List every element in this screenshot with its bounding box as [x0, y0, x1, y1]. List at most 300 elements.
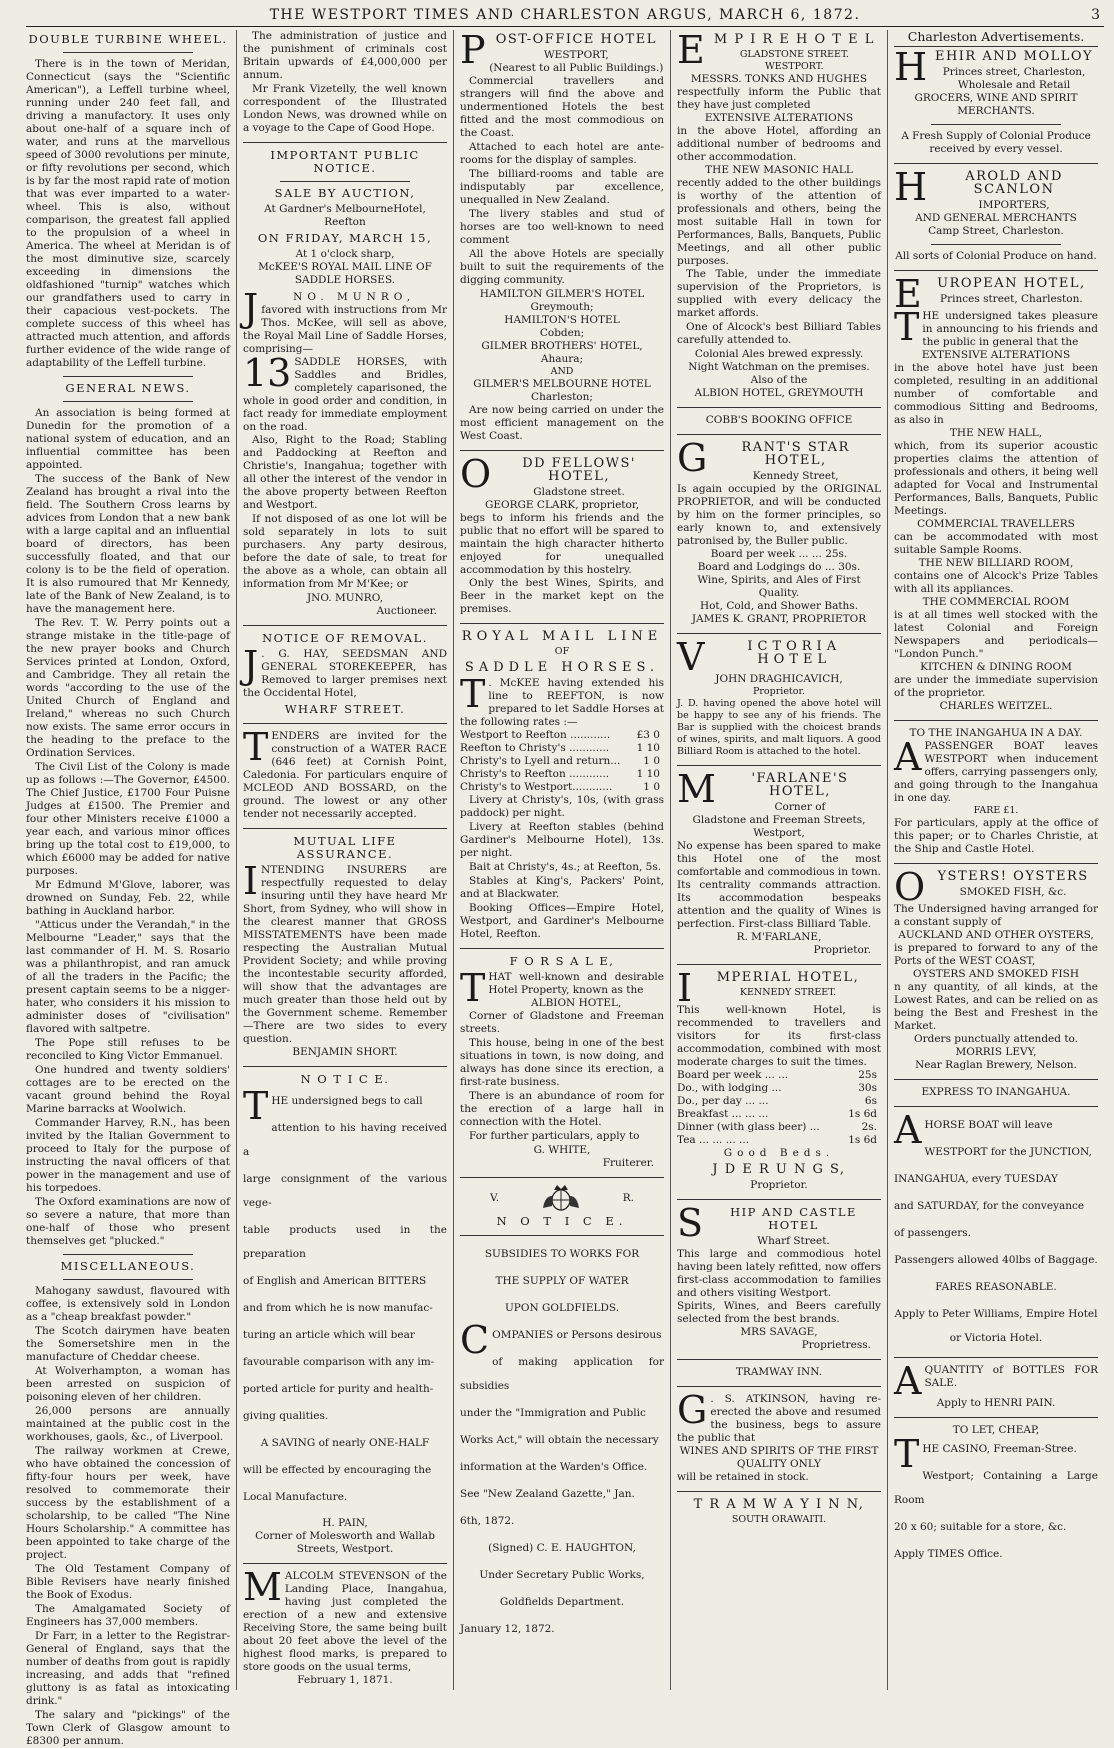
ad-subheading: THE NEW HALL,: [949, 427, 1043, 439]
divider: [894, 1417, 1098, 1418]
ad-text: is prepared to forward to any of the Ports of the WEST COAST,: [894, 942, 1098, 967]
ad-heading: DD FELLOWS' HOTEL,: [522, 456, 636, 484]
article-heading: DOUBLE TURBINE WHEEL.: [28, 32, 228, 46]
price-item: Board per week ... ...: [677, 1069, 789, 1081]
proprietor-name: JOHN DRAGHICAVICH,: [715, 673, 843, 685]
mutual-signature: BENJAMIN SHORT.: [292, 1046, 398, 1058]
divider: [460, 1235, 664, 1236]
ad-line: 20 x 60; suitable for a store, &c.: [894, 1521, 1067, 1533]
drop-cap: A: [894, 1359, 922, 1403]
ad-text: For further particulars, apply to: [469, 1130, 640, 1142]
drop-cap: O: [460, 452, 492, 496]
ad-text: Also of the: [750, 374, 808, 386]
hotel-name: HAMILTON GILMER'S HOTEL: [479, 288, 645, 300]
rate-price: 1 0: [643, 755, 660, 767]
ad-subheading: WESTPORT,: [543, 49, 609, 61]
european-ad: [894, 272, 1098, 316]
ad-text: Apply to HENRI PAIN.: [936, 1397, 1056, 1409]
ad-heading: YSTERS! OYSTERS: [937, 869, 1089, 884]
ad-heading: M P I R E H O T E L: [713, 32, 875, 47]
columns: [26, 28, 1104, 1747]
ad-line: under the "Immigration and Public: [460, 1407, 646, 1419]
proprietor-name: MRS SAVAGE,: [740, 1326, 818, 1338]
divider: [243, 142, 447, 143]
divider: [243, 1066, 447, 1067]
page-number: 3: [1091, 7, 1100, 23]
ad-subheading: Westport,: [753, 827, 805, 839]
news-paragraph: "Atticus under the Verandah," in the Melbourne "Leader," says that the last commander of H. M. S. Rosario was a philanthropist, and ran amuck of all the traders in the Pacific; the present captain seems to be a nigger-hater, who considers it his mission to administer doses of "civilisation" flavored with saltpetre.: [26, 919, 230, 1035]
ad-text: If not disposed of as one lot will be sold separately in lots to suit purchasers. Any party desirous, before the date of sale, to treat for the above as a whole, can obtain all information from Mr M'Kee; or: [243, 513, 447, 590]
drop-cap: O: [894, 865, 926, 909]
ad-text: The Table, under the immediate supervision of the Proprietors, is supplied with every delicacy the market affords.: [677, 268, 881, 319]
hotel-name: GILMER'S MELBOURNE HOTEL: [473, 378, 651, 390]
price-value: 1s 6d: [848, 1108, 877, 1120]
price-value: 25s: [858, 1069, 877, 1081]
ad-note: (Nearest to all Public Buildings.): [489, 62, 664, 74]
ad-text: Booking Offices—Empire Hotel, Westport, and Gardiner's Melbourne Hotel, Reefton.: [460, 902, 664, 940]
price-table: [677, 1069, 881, 1147]
drop-cap: P: [460, 28, 486, 72]
misc-paragraph: Mahogany sawdust, flavoured with coffee, is extensively sold in London as a "cheap breakfast powder.": [26, 1285, 230, 1323]
ad-text: ENDERS are invited for the construction of a WATER RACE (646 feet) at Cornish Point, Caledonia. For particulars enquire of MCLEOD AND BOSSARD, on the ground. The lowest or any other tender not necessarily accepted.: [243, 730, 447, 820]
ad-text: Bait at Christy's, 4s.; at Reefton, 5s.: [469, 861, 662, 873]
ad-text: respectfully inform the Public that they have just completed: [677, 86, 881, 111]
ad-text: Livery at Reefton stables (behind Gardiner's Melbourne Hotel), 13s. per night.: [460, 821, 664, 859]
ad-subheading: GLADSTONE STREET.: [739, 49, 849, 60]
ad-text: Commercial travellers and strangers will find the above and undermentioned Hotels the best fitted and the most commodious on the Coast.: [460, 75, 664, 139]
misc-paragraph: The salary and "pickings" of the Town Clerk of Glasgow amount to £8300 per annum.: [26, 1709, 230, 1747]
price-value: 2s.: [861, 1121, 877, 1133]
rate-row: [460, 768, 664, 781]
misc-paragraph: At Wolverhampton, a woman has been arrested on suspicion of poisoning eleven of her children.: [26, 1365, 230, 1403]
drop-cap: I: [243, 859, 259, 903]
rate-row: [460, 755, 664, 768]
ad-line: Local Manufacture.: [243, 1491, 348, 1503]
ad-text: recently added to the other buildings is worthy of the attention of professionals and others, being the most suitable Hall in town for Performances, Balls, Banquets, Public Meetings, and all other public purposes.: [677, 177, 881, 267]
section-heading: GENERAL NEWS.: [65, 381, 191, 395]
divider: [63, 1254, 194, 1255]
ad-subheading: Princes street, Charleston,: [942, 66, 1086, 78]
rate-table: [460, 729, 664, 794]
news-paragraph: The Oxford examinations are now of so severe a nature, that more than one-half of those who present themselves get "plucked.": [26, 1196, 230, 1247]
vr-letter: V.: [490, 1191, 500, 1204]
divider: [931, 244, 1062, 245]
drop-cap: M: [243, 1565, 282, 1609]
rate-route: Christy's to Lyell and return...: [460, 755, 621, 767]
ad-text: Attached to each hotel are ante-rooms for the display of samples.: [460, 141, 664, 166]
ad-line: INANGAHUA, every TUESDAY: [894, 1173, 1058, 1185]
ad-text: in the above hotel have just been completed, resulting in an additional number of comfortable and commodious Sitting and Bedrooms, as also in: [894, 362, 1098, 426]
drop-cap: M: [677, 767, 716, 811]
empire-hotel-ad: [677, 28, 881, 73]
hotel-town: Cobden;: [539, 327, 585, 339]
ad-text: Also, Right to the Road; Stabling and Paddocking at Reefton and Christie's, Inangahua; together with all other the interest of the vendor in the above property between Reefton and Westport.: [243, 434, 447, 511]
ad-text: The Undersigned having arranged for a constant supply of: [894, 903, 1098, 928]
ad-heading: OST-OFFICE HOTEL: [495, 32, 657, 47]
ad-text: There is an abundance of room for the erection of a large hall in connection with the Hotel.: [460, 1090, 664, 1128]
ad-text: is at all times well stocked with the latest Colonial and Foreign Newspapers and periodicals— "London Punch.": [894, 609, 1098, 660]
price-item: Breakfast ... ... ...: [677, 1108, 769, 1120]
ad-line: large consignment of the various vege-: [243, 1173, 447, 1209]
pain-address: Corner of Molesworth and Wallab Streets, Westport.: [255, 1530, 435, 1555]
misc-paragraph: The Old Testament Company of Bible Revisers have nearly finished the Book of Exodus.: [26, 1563, 230, 1601]
misc-paragraph: The Amalgamated Society of Engineers has 37,000 members.: [26, 1603, 230, 1628]
proprietor-name: GEORGE CLARK, proprietor,: [484, 499, 640, 511]
ad-line: Works Act," will obtain the necessary: [460, 1434, 659, 1446]
munro-lot: [243, 351, 447, 434]
seller-title: Fruiterer.: [602, 1157, 654, 1169]
proprietor-title: Proprietor.: [813, 944, 871, 956]
price-value: 6s: [864, 1095, 877, 1107]
news-paragraph: An association is being formed at Dunedin for the promotion of a national system of education, and an influential committee has been appointed.: [26, 407, 230, 471]
divider: [931, 124, 1062, 125]
ad-line: favourable comparison with any im-: [243, 1356, 435, 1368]
ad-text: Good Beds.: [723, 1147, 835, 1159]
vr-letter: R.: [622, 1191, 634, 1204]
royal-crest-row: [460, 1184, 664, 1212]
casino-ad: [894, 1432, 1098, 1566]
rate-price: 1 10: [636, 742, 660, 754]
ad-text: The livery stables and stud of horses are too well-known to need comment: [460, 208, 664, 246]
ad-text: contains one of Alcock's Prize Tables with all its appliances.: [894, 570, 1098, 595]
drop-cap: A: [894, 735, 922, 779]
proprietor-name: MESSRS. TONKS AND HUGHES: [690, 73, 868, 85]
price-item: Do., per day ... ...: [677, 1095, 769, 1107]
price-row: [677, 1082, 881, 1095]
ad-text: HE undersigned takes pleasure in announcing to his friends and the public in general that the: [922, 310, 1098, 348]
news-paragraph: Commander Harvey, R.N., has been invited by the Italian Government to proceed to Italy for the purpose of instructing the naval officers of that power in the management and use of his torpedoes.: [26, 1117, 230, 1194]
hotel-name: GILMER BROTHERS' HOTEL,: [481, 340, 643, 352]
mfarlane-ad: [677, 767, 881, 814]
ad-subheading: Camp Street, Charleston.: [928, 225, 1064, 237]
rate-row: [460, 781, 664, 794]
ad-line: attention to his having received a: [243, 1122, 447, 1158]
ad-subheading: COMMERCIAL TRAVELLERS: [917, 518, 1075, 530]
ad-text: PASSENGER BOAT leaves WESTPORT when inducement offers, carrying passengers only, and going through to the Inangahua in one day.: [894, 740, 1098, 804]
ad-subheading: Kennedy Street,: [752, 470, 839, 482]
ad-line: HE CASINO, Freeman-Stree.: [922, 1443, 1077, 1455]
divider: [677, 407, 881, 408]
ad-line: HORSE BOAT will leave: [924, 1119, 1053, 1131]
divider: [677, 1199, 881, 1200]
hotel-name: HAMILTON'S HOTEL: [504, 314, 620, 326]
drop-cap: H: [894, 45, 928, 89]
proprietor-name: CHARLES WEITZEL.: [939, 700, 1053, 712]
sale-heading: SALE BY AUCTION,: [274, 186, 416, 200]
ad-text: This house, being in one of the best situations in town, is now doing, and always has done since its erection, a first-rate business.: [460, 1037, 664, 1088]
divider: [63, 401, 194, 402]
ad-line: Passengers allowed 40lbs of Baggage.: [894, 1254, 1098, 1266]
ad-text: This well-known Hotel, is recommended to travellers and visitors for its first-class accommodation, combined with most moderate charges to suit the times.: [677, 1004, 881, 1068]
ad-line: January 12, 1872.: [460, 1623, 555, 1635]
article-paragraph: The administration of justice and the punishment of criminals cost Britain upwards of £4,000,000 per annum.: [243, 30, 447, 81]
ad-line: ported article for purity and health-: [243, 1383, 434, 1395]
ad-text: can be accommodated with most suitable Sample Rooms.: [894, 531, 1098, 556]
article-paragraph: There is in the town of Meridan, Connecticut (says the "Scientific American"), a Leffell turbine wheel, running under 240 feet fall, and driving a manufactory. It uses only about one-half of a square inch of water, and runs at the marvellous speed of 3000 revolutions per minute, or fifty revolutions per second, which is by far the most rapid rate of motion that was ever imparted to a water-wheel. This is also, without comparison, the greatest fall applied to the propulsion of a wheel in America. The wheel at Meridan is of the most diminutive size, scarcely exceeding in dimensions the oldfashioned "turnip" watches which our grandfathers used to carry in their capacious vest-pockets. The complete success of this wheel has attracted much attention, and affords further evidence of the wide range of adaptability of the Leffell turbine.: [26, 58, 230, 369]
drop-cap: G: [677, 436, 708, 480]
ad-text: will be retained in stock.: [677, 1471, 809, 1483]
ad-text: n any quantity, of all kinds, at the Lowest Rates, and can be relied on as being the Best and Freshest in the Market.: [894, 981, 1098, 1032]
price-row: [677, 1108, 881, 1121]
proprietor-title: Proprietor.: [753, 686, 805, 697]
ad-text: Night Watchman on the premises.: [688, 361, 870, 373]
ad-subheading: SOUTH ORAWAITI.: [731, 1514, 827, 1525]
sale-time: At 1 o'clock sharp,: [295, 248, 395, 260]
divider: [460, 1177, 664, 1178]
divider: [894, 163, 1098, 164]
divider: [677, 1386, 881, 1387]
grants-ad: [677, 436, 881, 483]
price-line: Board per week ... ... 25s.: [710, 548, 848, 560]
news-paragraph: The Civil List of the Colony is made up as follows :—The Governor, £4500. The Chief Justice, £1700 Four Puisne Judges at £1500. The Premier and four other Ministers receive £1000 a year each, and various minor offices bring up the total cost to £19,000, to which £6000 may be added for native purposes.: [26, 761, 230, 877]
price-row: [677, 1134, 881, 1147]
royal-crest-icon: [540, 1184, 582, 1212]
ad-line: Apply TIMES Office.: [894, 1548, 1003, 1560]
ad-text: Corner of Gladstone and Freeman streets.: [460, 1010, 664, 1035]
ad-heading: ICTORIA HOTEL: [747, 639, 842, 667]
drop-cap: T: [894, 305, 920, 349]
ad-subheading: AUCKLAND AND OTHER OYSTERS,: [898, 929, 1094, 941]
bitters-ad: [243, 1084, 447, 1509]
drop-cap: H: [894, 165, 928, 209]
ad-subheading: THE NEW MASONIC HALL: [705, 164, 853, 176]
ad-text: HAT well-known and desirable Hotel Property, known as the: [488, 971, 664, 996]
ad-subheading: EXTENSIVE ALTERATIONS: [921, 349, 1071, 361]
ad-text: All sorts of Colonial Produce on hand.: [895, 250, 1097, 262]
drop-cap: 13: [243, 351, 292, 395]
ad-text: Colonial Ales brewed expressly.: [694, 348, 864, 360]
ad-text: SADDLE HORSES, with Saddles and Bridles, completely caparisoned, the whole in good order and condition, in fact ready for immediate employment on the road.: [243, 356, 447, 433]
news-paragraph: One hundred and twenty soldiers' cottages are to be erected on the vacant ground behind the Royal Marine barracks at Woolwich.: [26, 1064, 230, 1115]
ad-text: Only the best Wines, Spirits, and Beer in the market kept on the premises.: [460, 577, 664, 615]
price-value: 30s: [858, 1082, 877, 1094]
ad-line: THE SUPPLY OF WATER: [495, 1275, 629, 1287]
divider: [243, 723, 447, 724]
drop-cap: T: [894, 1432, 920, 1476]
ad-subheading: Wharf Street.: [757, 1235, 830, 1247]
ad-text: J. D. having opened the above hotel will be happy to see any of his friends. The Bar is supplied with the choicest brands of wines, spirits, and malt liquors. A good Billiard Room is attached to the hotel.: [677, 698, 881, 757]
ad-line: See "New Zealand Gazette," Jan.: [460, 1488, 635, 1500]
ad-text: Spirits, Wines, and Beers carefully selected from the best brands.: [677, 1300, 881, 1325]
ad-text: All the above Hotels are specially built to suit the requirements of the digging community.: [460, 248, 664, 286]
newspaper-title: THE WESTPORT TIMES AND CHARLESTON ARGUS, MARCH 6, 1872.: [269, 7, 861, 23]
auctioneer-name: JNO. MUNRO,: [306, 592, 384, 604]
ad-subheading: THE NEW BILLIARD ROOM,: [918, 557, 1074, 569]
ad-heading: F O R S A L E,: [509, 954, 615, 968]
ad-line: of English and American BITTERS: [243, 1275, 427, 1287]
ad-line: OMPANIES or Persons desirous: [492, 1329, 662, 1341]
price-row: [677, 1121, 881, 1134]
article-paragraph: Mr Frank Vizetelly, the well known correspondent of the Illustrated London News, was drowned while on a voyage to the Cape of Good Hope.: [243, 83, 447, 134]
proprietor-name: MORRIS LEVY,: [955, 1046, 1037, 1058]
atkinson-ad: [677, 1388, 881, 1445]
ad-subheading: SMOKED FISH, &c.: [959, 886, 1067, 898]
rate-route: Westport to Reefton ............: [460, 729, 611, 741]
divider: [63, 52, 194, 53]
ad-line: 6th, 1872.: [460, 1515, 515, 1527]
ad-subheading: Gladstone and Freeman Streets,: [692, 814, 866, 826]
ad-heading: TRAMWAY INN.: [735, 1366, 823, 1378]
ad-line: of passengers.: [894, 1227, 971, 1239]
column-2: [236, 30, 453, 1690]
seller-name: G. WHITE,: [533, 1144, 591, 1156]
ad-text: A Fresh Supply of Colonial Produce received by every vessel.: [901, 130, 1091, 155]
divider: [677, 633, 881, 634]
ad-text: One of Alcock's best Billiard Tables carefully attended to.: [677, 321, 881, 346]
ad-subheading: Wholesale and Retail: [957, 79, 1071, 91]
post-office-ad: [460, 28, 664, 75]
rate-price: 1 0: [643, 781, 660, 793]
ad-line: Goldfields Department.: [499, 1596, 625, 1608]
drop-cap: E: [894, 272, 922, 316]
ad-heading: IMPORTANT PUBLIC NOTICE.: [270, 148, 420, 175]
divider: [243, 828, 447, 829]
divider: [460, 450, 664, 451]
rate-row: [460, 729, 664, 742]
subsidies-ad: [460, 1242, 664, 1641]
boat-ad: [894, 735, 1098, 805]
price-value: 1s 6d: [848, 1134, 877, 1146]
divider: [280, 181, 411, 182]
ad-heading: RANT'S STAR HOTEL,: [741, 440, 850, 468]
tender-ad: [243, 725, 447, 821]
section-heading: Charleston Advertisements.: [894, 30, 1098, 47]
column-1: [26, 30, 236, 1747]
hotel-town: Ahaura;: [540, 353, 584, 365]
ad-heading: 'FARLANE'S HOTEL,: [751, 771, 849, 799]
sale-date: ON FRIDAY, MARCH 15,: [257, 231, 433, 245]
ad-line: giving qualities.: [243, 1410, 329, 1422]
divider: [63, 376, 194, 377]
hotel-name: ALBION HOTEL, GREYMOUTH: [694, 387, 864, 399]
ad-line: and SATURDAY, for the conveyance: [894, 1200, 1085, 1212]
rate-route: Christy's to Westport............: [460, 781, 613, 793]
ad-heading: N O T I C E.: [300, 1072, 390, 1086]
divider: [63, 1279, 194, 1280]
ad-line: of making application for subsidies: [460, 1356, 664, 1392]
ad-text: in the above Hotel, affording an additional number of bedrooms and other accommodation.: [677, 125, 881, 163]
proprietor-name: J D E R U N G S,: [712, 1162, 846, 1177]
ad-heading: SADDLE HORSES.: [464, 660, 660, 675]
divider: [677, 1491, 881, 1492]
mutual-ad: [243, 859, 447, 1046]
divider: [677, 765, 881, 766]
divider: [894, 1079, 1098, 1080]
ad-text: begs to inform his friends and the public that no effort will be spared to maintain the high character hitherto enjoyed for unequalled accommodation by this hostelry.: [460, 512, 664, 576]
divider: [677, 964, 881, 965]
drop-cap: V: [677, 635, 705, 679]
divider: [677, 434, 881, 435]
imperial-ad: [677, 966, 881, 1010]
ad-text: ALCOLM STEVENSON of the Landing Place, Inangahua, having just completed the erection of a new and extensive Receiving Store, the same being built about 20 feet above the level of the highest flood marks, is prepared to store goods on the usual terms,: [243, 1570, 447, 1673]
ad-subheading: AND GENERAL MERCHANTS: [915, 212, 1077, 224]
ad-subheading: KENNEDY STREET.: [739, 987, 837, 998]
drop-cap: A: [894, 1108, 922, 1152]
ad-line: Westport; Containing a Large Room: [894, 1470, 1098, 1506]
mckee-ad: [460, 672, 664, 729]
sale-place: At Gardner's MelbourneHotel, Reefton: [264, 203, 426, 228]
munro-name: NO. MUNRO,: [293, 291, 416, 303]
ad-text: Livery at Christy's, 10s, (with grass paddock) per night.: [460, 794, 664, 819]
fare-line: FARE £1.: [973, 805, 1019, 816]
column-3: [453, 30, 670, 1690]
of-word: OF: [554, 646, 570, 657]
ad-heading: MPERIAL HOTEL,: [716, 970, 860, 985]
ad-text: . McKEE having extended his line to REEFTON, is now prepared to let Saddle Horses at the following rates :—: [460, 677, 664, 728]
ad-subheading: Corner of: [774, 801, 826, 813]
ad-heading: ROYAL MAIL LINE: [461, 629, 663, 644]
drop-cap: I: [677, 966, 693, 1010]
news-paragraph: The Pope still refuses to be reconciled to King Victor Emmanuel.: [26, 1037, 230, 1062]
ad-text: NTENDING INSURERS are respectfully requested to delay insuring until they have heard Mr Short, from Sydney, who will show in the clearest manner that GROSS MISSTATEMENTS have been made respecting the Australian Mutual Provident Society; and while proving the incontestable security afforded, will show that the advantages are much greater than those held out by the Government scheme. Remember—There are two sides to every question.: [243, 864, 447, 1045]
ad-heading: NOTICE OF REMOVAL.: [262, 631, 428, 645]
ad-line: table products used in the preparation: [243, 1224, 447, 1260]
ad-line: WESTPORT for the JUNCTION,: [924, 1146, 1092, 1158]
ad-line: Under Secretary Public Works,: [479, 1569, 645, 1581]
auctioneer-title: Auctioneer.: [376, 605, 437, 617]
drop-cap: T: [243, 725, 269, 769]
news-paragraph: Mr Edmund M'Glove, laborer, was drowned on Sunday, Feb. 22, while bathing in Auckland harbor.: [26, 879, 230, 917]
ad-line: turing an article which will bear: [243, 1329, 415, 1341]
divider: [894, 863, 1098, 864]
drop-cap: G: [677, 1388, 708, 1432]
hotel-name: COBB'S BOOKING OFFICE: [705, 414, 853, 426]
hehir-ad: [894, 45, 1098, 92]
malcolm-date: February 1, 1871.: [297, 1674, 393, 1686]
ad-line: (Signed) C. E. HAUGHTON,: [488, 1542, 636, 1554]
drop-cap: T: [460, 672, 486, 716]
ad-line: SUBSIDIES TO WORKS FOR: [484, 1248, 640, 1260]
ad-line: and from which he is now manufac-: [243, 1302, 433, 1314]
ad-text: This large and commodious hotel having been lately refitted, now offers first-class accommodation to families and others visiting Westport.: [677, 1248, 881, 1299]
ad-text: No expense has been spared to make this Hotel one of the most comfortable and commodious in town. Its centrality commands attraction. Its accommodation bespeaks attention and the quality of Wines is perfection. First-class Billiard Table.: [677, 840, 881, 930]
oyster-ad: [894, 865, 1098, 909]
odd-fellows-ad: [460, 452, 664, 499]
ad-text: Wine, Spirits, and Ales of First Quality.: [697, 574, 861, 599]
price-row: [677, 1069, 881, 1082]
divider: [894, 1106, 1098, 1107]
ad-text: Hot, Cold, and Shower Baths.: [699, 600, 859, 612]
ad-heading: HIP AND CASTLE HOTEL: [730, 1205, 857, 1232]
misc-paragraph: Dr Farr, in a letter to the Registrar-General of England, says that the number of deaths from gout is rapidly increasing, and adds that "refined gluttony is as fatal as intoxicating drink.": [26, 1630, 230, 1707]
ad-subheading: WESTPORT.: [765, 61, 824, 72]
horse-boat-ad: [894, 1108, 1098, 1350]
divider: [894, 720, 1098, 721]
ad-heading: TO THE INANGAHUA IN A DAY.: [909, 727, 1083, 739]
misc-paragraph: The Scotch dairymen have beaten the Somersetshire men in the manufacture of Cheddar cheese.: [26, 1325, 230, 1363]
ad-text: QUANTITY of BOTTLES FOR SALE.: [924, 1364, 1098, 1389]
ad-heading: AROLD AND SCANLON: [965, 169, 1063, 197]
hotel-town: Greymouth;: [530, 301, 594, 313]
ad-subheading: KITCHEN & DINING ROOM: [920, 661, 1072, 673]
rate-price: £3 0: [636, 729, 660, 741]
ad-subheading: EXTENSIVE ALTERATIONS: [704, 112, 854, 124]
ship-castle-ad: [677, 1201, 881, 1248]
column-5: [887, 30, 1104, 1690]
proprietor-title: Proprietress.: [801, 1339, 871, 1351]
rate-row: [460, 742, 664, 755]
drop-cap: T: [243, 1084, 269, 1128]
hay-ad: [243, 643, 447, 700]
ad-text: . S. ATKINSON, having re-erected the above and resumed the business, begs to assure the public that: [677, 1393, 881, 1444]
ad-subheading: IMPORTERS,: [978, 199, 1050, 211]
price-row: [677, 1095, 881, 1108]
ad-text: are under the immediate supervision of the proprietor.: [894, 674, 1098, 699]
ad-heading: EHIR AND MOLLOY: [934, 49, 1094, 64]
ad-line: A SAVING of nearly ONE-HALF: [260, 1437, 430, 1449]
drop-cap: T: [460, 966, 486, 1010]
and-word: AND: [550, 366, 574, 377]
